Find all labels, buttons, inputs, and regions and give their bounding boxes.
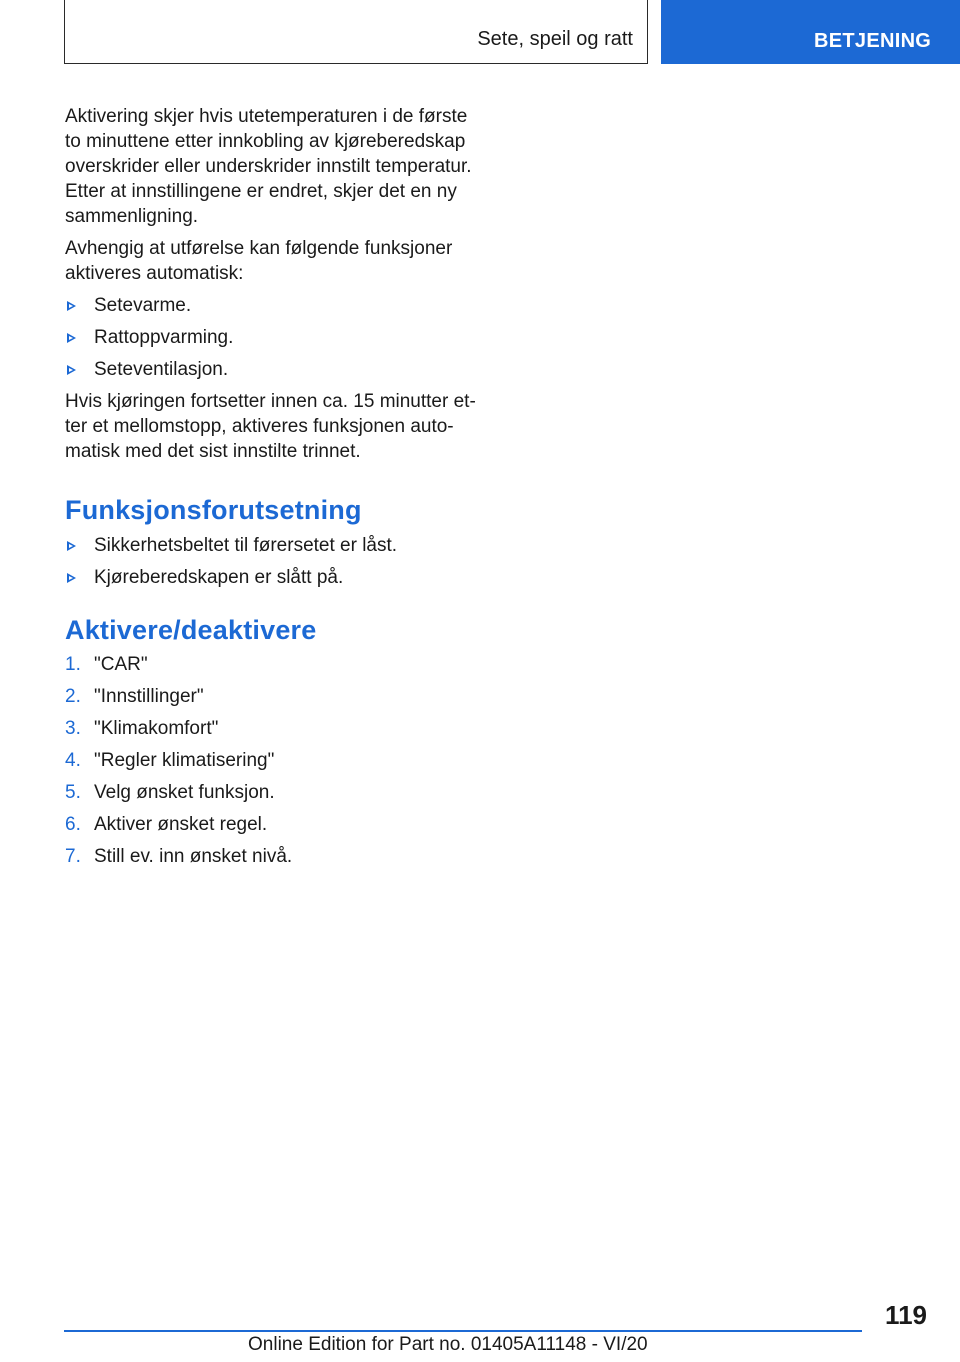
- list-item-text: Kjøreberedskapen er slått på.: [94, 567, 344, 588]
- step-text: Velg ønsket funksjon.: [94, 782, 275, 803]
- header-chapter-tab: [661, 0, 960, 64]
- triangle-bullet-icon: [67, 333, 76, 343]
- steps-list: [65, 652, 485, 869]
- step-text: Aktiver ønsket regel.: [94, 814, 268, 835]
- triangle-bullet-icon: [67, 301, 76, 311]
- triangle-bullet-icon: [67, 573, 76, 583]
- list-item: [65, 533, 485, 558]
- list-item: [65, 357, 485, 382]
- section-heading-aktivere-deaktivere: Aktivere/deaktivere: [65, 615, 317, 645]
- list-item-text: Sikkerhetsbeltet til førersetet er låst.: [94, 535, 398, 556]
- step-item: [65, 780, 485, 805]
- step-number: 1.: [65, 654, 81, 675]
- step-text: "Klimakomfort": [94, 718, 219, 739]
- intro-paragraph-2: Avhengig at utførelse kan følgende funksjoner aktiveres automatisk:: [65, 238, 453, 284]
- step-item: [65, 812, 485, 837]
- footer-edition-text: Online Edition for Part no. 01405A11148 - VI/20: [248, 1334, 648, 1355]
- step-item: [65, 716, 485, 741]
- page-number: 119: [885, 1300, 927, 1330]
- step-item: [65, 748, 485, 773]
- list-item: [65, 293, 485, 318]
- step-number: 5.: [65, 782, 81, 803]
- step-number: 2.: [65, 686, 81, 707]
- step-number: 3.: [65, 718, 81, 739]
- step-number: 7.: [65, 846, 81, 867]
- step-text: "Regler klimatisering": [94, 750, 275, 771]
- main-content: [65, 104, 485, 876]
- triangle-bullet-icon: [67, 365, 76, 375]
- header-chapter-title: BETJENING: [814, 30, 932, 52]
- step-number: 6.: [65, 814, 81, 835]
- section-heading-funksjonsforutsetning: Funksjonsforutsetning: [65, 495, 362, 525]
- intro-paragraph-1: Aktivering skjer hvis utetemperaturen i de første to minuttene etter innkobling av kjøreberedskap overskrider eller underskrider innstilt temperatur. Etter at innstillingene er endret, skjer det en ny sammenligning.: [65, 106, 472, 227]
- footer-divider: [64, 1330, 862, 1332]
- prerequisites-list: [65, 533, 485, 590]
- list-item-text: Seteventilasjon.: [94, 359, 229, 380]
- step-text: "Innstillinger": [94, 686, 204, 707]
- triangle-bullet-icon: [67, 541, 76, 551]
- step-item: [65, 844, 485, 869]
- step-text: "CAR": [94, 654, 148, 675]
- list-item: [65, 325, 485, 350]
- list-item-text: Rattoppvarming.: [94, 327, 234, 348]
- list-item: [65, 565, 485, 590]
- header-section-title: Sete, speil og ratt: [477, 28, 633, 50]
- intro-paragraph-3: Hvis kjøringen fortsetter innen ca. 15 minutter et-ter et mellomstopp, aktiveres funksjonen auto-matisk med det sist innstilte trinnet.: [65, 391, 476, 462]
- step-item: [65, 652, 485, 677]
- step-text: Still ev. inn ønsket nivå.: [94, 846, 293, 867]
- step-item: [65, 684, 485, 709]
- auto-functions-list: [65, 293, 485, 382]
- header-section-box: [64, 0, 648, 64]
- list-item-text: Setevarme.: [94, 295, 192, 316]
- step-number: 4.: [65, 750, 81, 771]
